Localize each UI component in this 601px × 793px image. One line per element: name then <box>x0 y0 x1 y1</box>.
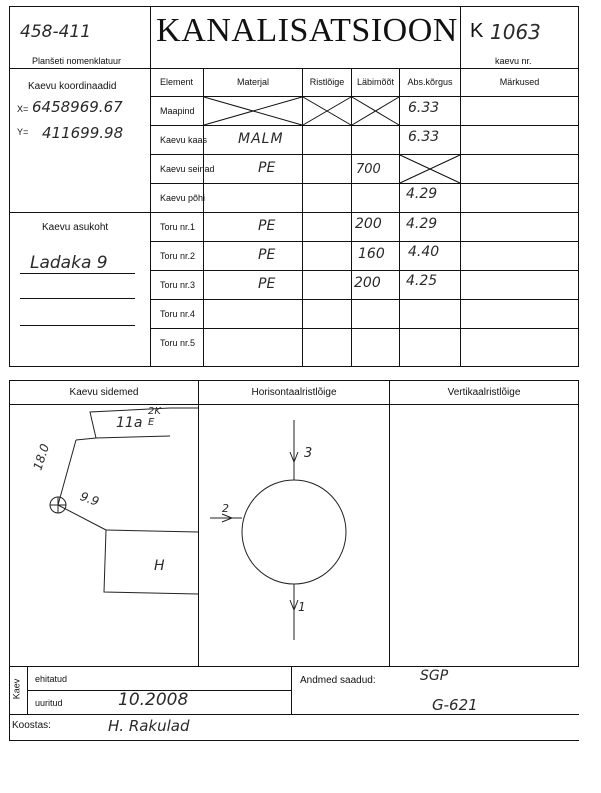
data-source-value-2: G-621 <box>432 696 478 714</box>
col-header-notes: Märkused <box>499 77 540 87</box>
row-material: PE <box>258 247 276 263</box>
footer-row2-value: 10.2008 <box>118 690 189 710</box>
row-material: MALM <box>238 131 284 147</box>
well-label: kaevu nr. <box>495 56 532 66</box>
pipe-3-label: 3 <box>304 446 313 461</box>
footer-row1-label: ehitatud <box>35 674 68 684</box>
coords-label: Kaevu koordinaadid <box>28 81 117 92</box>
sketch-header-vertical: Vertikaalristlõige <box>447 387 521 398</box>
row-element: Toru nr.1 <box>160 222 196 232</box>
y-label: Y= <box>17 127 29 137</box>
location-label: Kaevu asukoht <box>42 222 109 233</box>
row-element: Kaevu seinad <box>160 164 215 174</box>
pipe-2-label: 2 <box>222 502 229 515</box>
location-value: Ladaka 9 <box>30 253 108 273</box>
row-element: Toru nr.2 <box>160 251 196 261</box>
row-material: PE <box>258 218 276 234</box>
row-height: 4.29 <box>406 216 438 232</box>
building-1-note: 2K E <box>148 406 161 428</box>
col-header-height: Abs.kõrgus <box>407 77 453 87</box>
row-element: Toru nr.4 <box>160 309 196 319</box>
col-header-material: Materjal <box>236 77 269 87</box>
row-material: PE <box>258 276 276 292</box>
tie-dimension-2: 9.9 <box>78 489 101 509</box>
row-height: 4.25 <box>406 273 438 289</box>
row-diameter: 200 <box>354 275 381 291</box>
sketch-header-ties: Kaevu sidemed <box>69 387 139 398</box>
row-material: PE <box>258 160 276 176</box>
row-element: Toru nr.5 <box>160 338 196 348</box>
data-source-label: Andmed saadud: <box>300 675 376 686</box>
pipe-1-label: 1 <box>298 600 306 614</box>
footer-row2-label: uuritud <box>35 698 63 708</box>
row-height: 6.33 <box>408 129 440 145</box>
row-element: Maapind <box>160 106 195 116</box>
data-source-value-1: SGP <box>420 668 449 684</box>
row-height: 4.40 <box>408 244 440 260</box>
col-header-element: Element <box>160 77 194 87</box>
well-prefix: K <box>470 20 484 42</box>
row-element: Kaevu põhi <box>160 193 206 203</box>
sketch-header-horizontal: Horisontaalristlõige <box>251 387 337 398</box>
nomenclature-value: 458-411 <box>20 22 92 42</box>
x-label: X= <box>17 104 29 114</box>
row-element: Kaevu kaas <box>160 135 208 145</box>
row-height: 4.29 <box>406 186 438 202</box>
row-diameter: 700 <box>356 162 381 177</box>
row-diameter: 160 <box>358 246 385 262</box>
row-diameter: 200 <box>355 216 382 232</box>
row-height: 6.33 <box>408 100 440 116</box>
tie-dimension-1: 18.0 <box>30 442 53 472</box>
author-label: Koostas: <box>12 720 51 731</box>
footer-side-label: Kaev <box>11 678 22 700</box>
nomenclature-label: Planšeti nomenklatuur <box>32 56 122 66</box>
row-element: Toru nr.3 <box>160 280 196 290</box>
page-title: KANALISATSIOON <box>156 12 458 49</box>
col-header-section: Ristlõige <box>309 77 345 87</box>
author-value: H. Rakulad <box>108 717 190 735</box>
y-value: 411699.98 <box>42 124 124 142</box>
x-value: 6458969.67 <box>32 98 123 116</box>
well-number: 1063 <box>490 20 541 44</box>
building-2-label: H <box>154 558 165 574</box>
building-1-label: 11a <box>116 415 143 431</box>
col-header-diameter: Läbimõõt <box>356 77 395 87</box>
